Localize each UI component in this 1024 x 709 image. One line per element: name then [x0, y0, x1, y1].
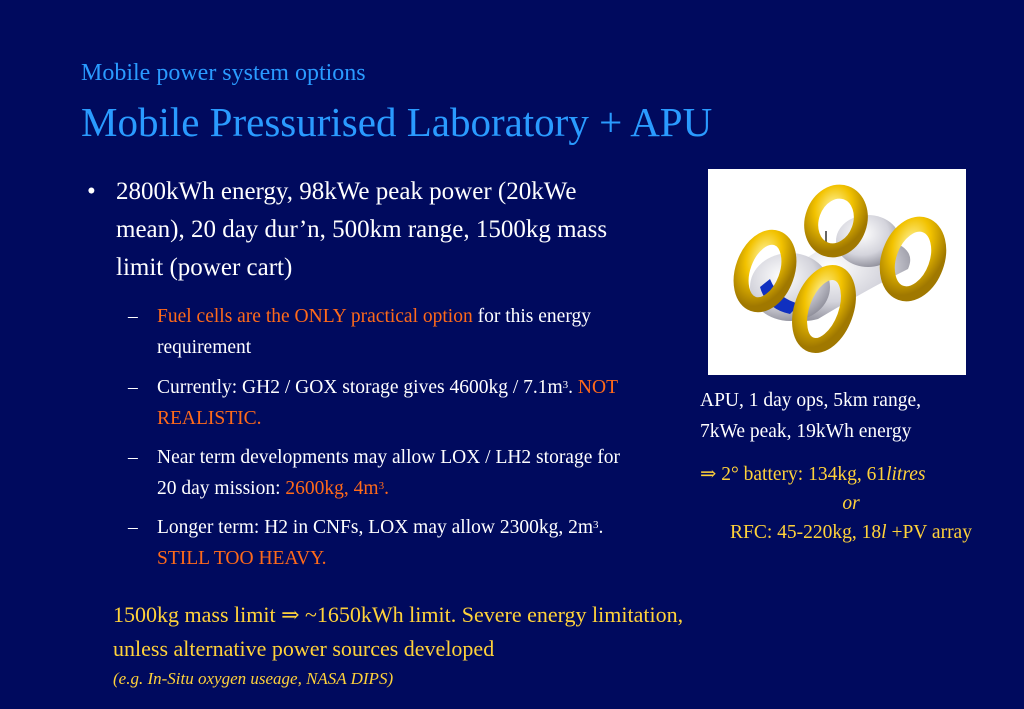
sub-bullet-text	[157, 512, 627, 574]
highlight-text: 2600kg, 4m	[285, 478, 379, 499]
main-bullet-text: 2800kWh energy, 98kWe peak power (20kWe mean), 20 day dur’n, 500km range, 1500kg mass limit (power cart)	[116, 178, 608, 281]
battery-text: 2° battery: 134kg, 61	[716, 464, 887, 485]
slide-title: Mobile Pressurised Laboratory + APU	[81, 99, 713, 145]
plain-text: for this energy requirement	[157, 306, 591, 358]
superscript: 3	[378, 480, 385, 492]
caption-line: APU, 1 day ops, 5km range,	[700, 390, 921, 411]
apu-rover-image	[708, 169, 966, 375]
rfc-text: RFC: 45-220kg, 18	[730, 522, 882, 543]
or-text: or	[842, 493, 860, 514]
plain-text: Near term developments may allow LOX / LH2 storage for 20 day mission:	[157, 447, 620, 499]
superscript: 3	[562, 379, 569, 391]
dash-marker: –	[128, 447, 138, 468]
dash-marker: –	[128, 377, 138, 398]
highlight-text: NOT REALISTIC.	[157, 377, 618, 429]
highlight-text: Fuel cells are the ONLY practical option	[157, 306, 473, 327]
rfc-option	[696, 518, 1006, 547]
sub-bullet-text	[157, 372, 627, 434]
power-options	[696, 460, 1006, 547]
or-separator	[696, 489, 1006, 518]
battery-unit: litres	[886, 464, 926, 485]
conclusion-part: ~1650kWh limit. Severe energy limitation, unless alternative power sources developed	[113, 602, 684, 661]
rfc-text-tail: +PV array	[886, 522, 972, 543]
dash-marker: –	[128, 517, 138, 538]
plain-text: Longer term: H2 in CNFs, LOX may allow 2300kg, 2m	[157, 517, 593, 538]
sub-bullet-text	[157, 442, 627, 504]
dash-marker: –	[128, 306, 138, 327]
highlight-text: STILL TOO HEAVY.	[157, 548, 327, 569]
bullet-marker: •	[87, 178, 96, 205]
slide-subtitle: Mobile power system options	[81, 60, 366, 86]
conclusion-note: (e.g. In-Situ oxygen useage, NASA DIPS)	[113, 669, 394, 688]
apu-rover-illustration	[708, 169, 966, 375]
apu-caption	[700, 385, 1000, 447]
battery-option	[696, 460, 1006, 489]
superscript: 3	[593, 519, 599, 531]
conclusion-part: 1500kg mass limit	[113, 602, 282, 627]
caption-line: 7kWe peak, 19kWh energy	[700, 421, 912, 442]
implies-arrow-icon: ⇒	[281, 602, 300, 627]
highlight-text: .	[384, 478, 389, 499]
implies-arrow-icon: ⇒	[700, 464, 717, 485]
plain-text: Currently: GH2 / GOX storage gives 4600kg / 7.1m	[157, 377, 563, 398]
conclusion-text	[113, 598, 703, 666]
rfc-unit: l	[881, 522, 887, 543]
conclusion-block	[113, 598, 703, 692]
plain-text: .	[598, 517, 604, 538]
sub-bullet-text	[157, 301, 627, 363]
plain-text: .	[568, 377, 578, 398]
